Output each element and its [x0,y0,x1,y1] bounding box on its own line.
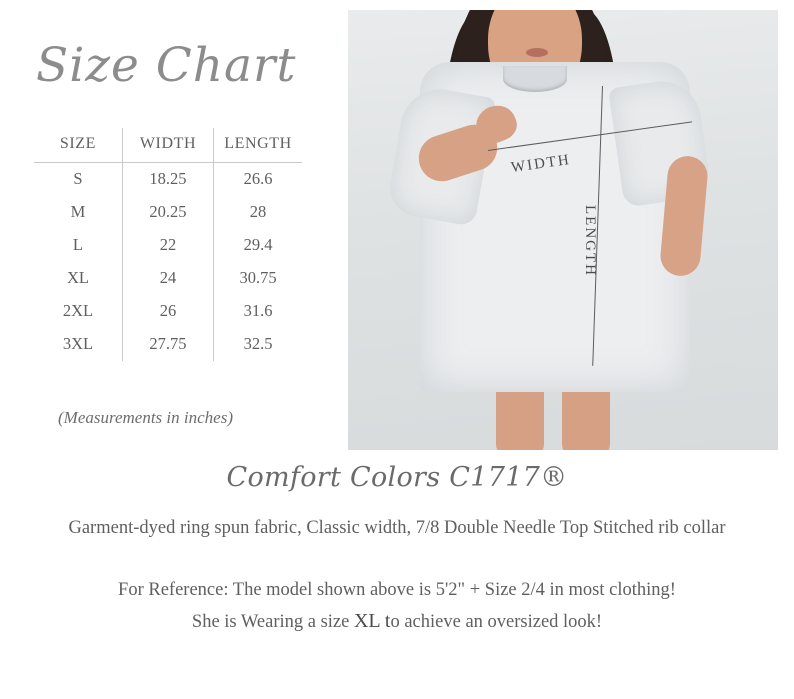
cell-length: 30.75 [239,268,277,287]
table-header-row [34,128,302,162]
column-header-size: SIZE [34,128,122,162]
width-measure-label: WIDTH [510,151,572,177]
cell-width: 20.25 [122,196,213,229]
cell-size: S [34,162,122,196]
column-header-length: LENGTH [224,134,292,152]
measurement-note: (Measurements in inches) [58,408,233,427]
tshirt-collar [503,66,567,92]
product-description: Garment-dyed ring spun fabric, Classic width, 7/8 Double Needle Top Stitched rib collar [68,518,726,538]
cell-length: 28 [249,202,267,221]
length-measure-label: LENGTH [582,205,598,277]
cell-width: 22 [122,229,213,262]
table-row [34,162,302,196]
table-row [34,295,302,328]
cell-width: 24 [122,262,213,295]
product-name: Comfort Colors C1717® [226,462,568,493]
reference-block [0,575,794,638]
cell-size: M [34,196,122,229]
column-header-width: WIDTH [122,128,213,162]
cell-width: 26 [122,295,213,328]
cell-length: 26.6 [243,169,273,188]
size-chart-section [0,0,340,470]
reference-line-2-after: o achieve an oversized look! [390,612,603,632]
cell-size: 3XL [34,328,122,361]
page-title: Size Chart [36,38,297,93]
cell-width: 18.25 [122,162,213,196]
reference-line-2-before: She is Wearing a size [191,612,354,632]
table-row [34,328,302,361]
cell-width: 27.75 [122,328,213,361]
table-row [34,229,302,262]
model-lips [526,48,548,57]
table-body [34,162,302,361]
reference-size-emphasis: XL t [353,610,391,632]
reference-line-2 [0,606,794,638]
table-row [34,196,302,229]
model-photo [348,10,778,450]
table-row [34,262,302,295]
cell-length: 32.5 [243,334,273,353]
cell-length: 31.6 [243,301,273,320]
table-header [34,128,302,162]
cell-length: 29.4 [243,235,273,254]
cell-size: 2XL [34,295,122,328]
cell-size: XL [34,262,122,295]
cell-size: L [34,229,122,262]
size-table [34,128,302,361]
reference-line-1: For Reference: The model shown above is 5'2" + Size 2/4 in most clothing! [118,580,676,600]
